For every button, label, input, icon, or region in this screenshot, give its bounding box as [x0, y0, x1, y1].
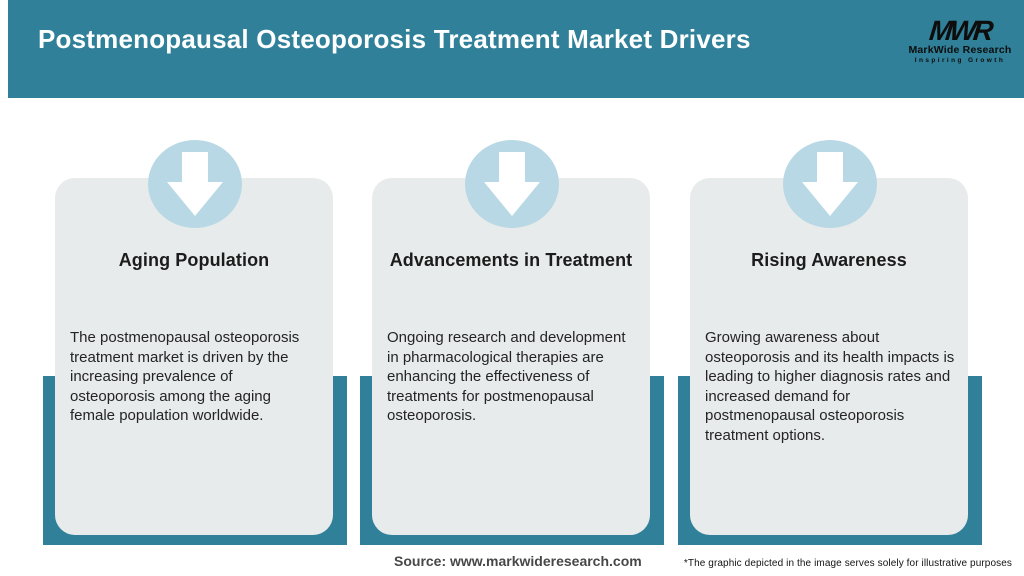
driver-card: [690, 178, 968, 535]
driver-card-title: Aging Population: [118, 250, 270, 270]
driver-column-advancements-in-treatment: [360, 130, 664, 545]
source-text: Source: www.markwideresearch.com: [394, 553, 642, 569]
driver-card: [55, 178, 333, 535]
down-arrow-icon: [783, 140, 877, 228]
down-arrow-icon: [148, 140, 242, 228]
logo-monogram-icon: MWR: [927, 15, 993, 46]
logo-tagline: Inspiring Growth: [914, 57, 1006, 64]
down-arrow-badge: [148, 140, 242, 228]
driver-card: [372, 178, 650, 535]
down-arrow-badge: [783, 140, 877, 228]
markwide-logo: [908, 15, 1012, 65]
driver-card-title: Advancements in Treatment: [389, 250, 633, 270]
down-arrow-badge: [465, 140, 559, 228]
driver-card-description: The postmenopausal osteoporosis treatment market is driven by the increasing prevalence of osteoporosis among the aging female population worldwide.: [70, 329, 300, 424]
driver-column-rising-awareness: [678, 130, 982, 545]
driver-card-title: Rising Awareness: [751, 250, 907, 270]
logo-name: MarkWide Research: [908, 44, 1012, 56]
down-arrow-icon: [465, 140, 559, 228]
driver-card-description: Growing awareness about osteoporosis and its health impacts is leading to higher diagnosis rates and increased demand for postmenopausal osteoporosis treatment options.: [705, 329, 955, 444]
driver-card-description: Ongoing research and development in pharmacological therapies are enhancing the effectiveness of treatments for postmenopausal osteoporosis.: [387, 329, 626, 424]
disclaimer-text: *The graphic depicted in the image serves solely for illustrative purposes: [683, 558, 1012, 569]
page-title: Postmenopausal Osteoporosis Treatment Market Drivers: [38, 24, 751, 54]
driver-column-aging-population: [43, 130, 347, 545]
header-banner: [8, 0, 1024, 98]
